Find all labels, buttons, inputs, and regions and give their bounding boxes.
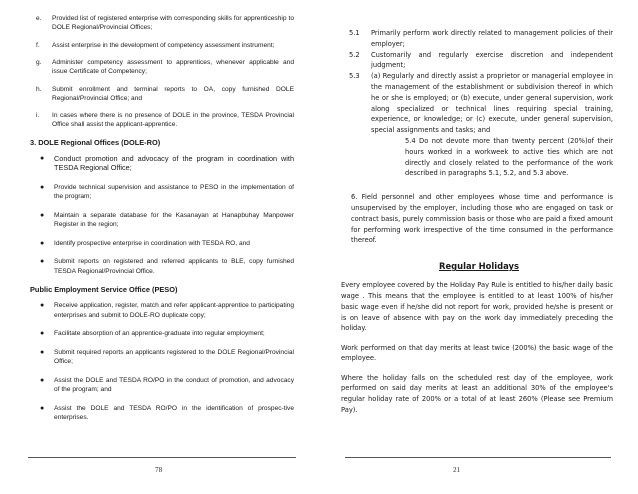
page-number: 21 xyxy=(453,466,461,474)
bullet-icon: ● xyxy=(40,239,45,247)
list-item: f. Assist enterprise in the development of competency assessment instrument; xyxy=(36,41,275,49)
regular-holidays-title: Regular Holidays xyxy=(439,261,519,272)
body-paragraph: Work performed on that day merits at least twice (200%) the basic wage of the employee. xyxy=(341,343,613,363)
subitem-5-2: 5.2 Customarily and regularly exercise discretion and independent judgment; xyxy=(349,50,613,70)
bullet-icon: ● xyxy=(40,154,45,162)
body-paragraph: Where the holiday falls on the scheduled rest day of the employee, work performed on said day merits at least an additional 30% of the employee's regular holiday rate of 200% or a total of at least 260% (Please see Premium Pay). xyxy=(341,373,613,414)
list-item: h. Submit enrollment and terminal reports to OA, copy furnished DOLE Regional/Provincial Office; and xyxy=(36,85,294,102)
footer-divider xyxy=(345,457,611,458)
field-personnel-paragraph: 6. Field personnel and other employees whose time and performance is unsupervised by the employer, including those who are engaged on task or contract basis, purely commission basis or those who are paid a fixed amount for performing work irrespective of the time consumed in the performance thereof. xyxy=(351,193,613,245)
subitem-5-1: 5.1 Primarily perform work directly related to management policies of their employer; xyxy=(349,29,613,48)
footer-divider xyxy=(28,457,296,458)
bullet-icon: ● xyxy=(40,258,45,266)
list-item: ● Identify prospective enterprise in coordination with TESDA RO, and xyxy=(40,239,250,247)
peso-heading: Public Employment Service Office (PESO) xyxy=(30,285,178,295)
list-item: ● Provide technical supervision and assistance to PESO in the implementation of the program; xyxy=(40,183,294,200)
dole-heading: 3. DOLE Regional Offices (DOLE-RO) xyxy=(30,137,161,147)
subitem-5-3: 5.3 (a) Regularly and directly assist a proprietor or managerial employee in the management of the establishment or subdivision thereof in which he or she is employed; or (b) execute, under general supervision, work along specialized or technical lines requiring special training, experience, or knowledge; or (c) execute, under general supervision, special assignments and tasks; and xyxy=(349,72,613,135)
bullet-icon: ● xyxy=(40,405,45,413)
list-item: e. Provided list of registered enterprise with corresponding skills for apprenticeship to DOLE Regional/Provincial Offices; xyxy=(36,15,294,32)
dole-bullet-list xyxy=(32,154,294,276)
page-number: 78 xyxy=(155,466,163,474)
list-item: ● Assist the DOLE and TESDA RO/PO in the conduct of promotion, and advocacy of the program; and xyxy=(40,377,294,394)
bullet-icon: ● xyxy=(40,302,45,310)
lettered-list xyxy=(32,14,294,130)
list-item: ● Assist the DOLE and TESDA RO/PO in the identification of prospec-tive enterprises. xyxy=(40,405,294,422)
right-page xyxy=(319,0,638,494)
list-item: ● Conduct promotion and advocacy of the program in coordination with TESDA Regional Office; xyxy=(40,153,294,173)
bullet-icon: ● xyxy=(40,330,45,338)
list-item: ● Maintain a separate database for the Kasanayan at Hanapbuhay Manpower Register in the region; xyxy=(40,211,294,228)
bullet-icon: ● xyxy=(40,211,45,219)
right-page-content xyxy=(341,28,613,424)
list-item: ● Facilitate absorption of an apprentice-graduate into regular employment; xyxy=(40,330,265,338)
bullet-icon: ● xyxy=(40,183,45,191)
list-item: i. In cases where there is no presence of DOLE in the province, TESDA Provincial Office shall assist the applicant-apprentice. xyxy=(36,112,294,129)
list-item: ● Receive application, register, match and refer applicant-apprentice to participating enterprises and submit to DOLE-RO duplicate copy; xyxy=(40,302,294,319)
bullet-icon: ● xyxy=(40,349,45,357)
body-paragraph: Every employee covered by the Holiday Pay Rule is entitled to his/her daily basic wage . This means that the employee is entitled to at least 100% of his/her basic wage even if he/she did not report for work, provided he/she is present or is on leave of absence with pay on the work day immediately preceding the holiday. xyxy=(341,281,613,333)
left-page-content xyxy=(32,14,294,432)
list-item: ● Submit reports on registered and referred applicants to BLE, copy furnished TESDA Regional/Provincial Office. xyxy=(40,258,294,275)
bullet-icon: ● xyxy=(40,377,45,385)
subitem-5-4: 5.4 Do not devote more than twenty percent (20%)of their hours worked in a workweek to active ties which are not directly and closely related to the performance of the work described in paragraphs 5.1, 5.2, and 5.3 above. xyxy=(405,136,613,178)
list-item: ● Submit required reports an applicants registered to the DOLE Regional/Provincial Office; xyxy=(40,349,294,366)
peso-bullet-list xyxy=(32,301,294,422)
list-item: g. Administer competency assessment to apprentices, whenever applicable and issue Certificate of Competency; xyxy=(36,58,294,76)
